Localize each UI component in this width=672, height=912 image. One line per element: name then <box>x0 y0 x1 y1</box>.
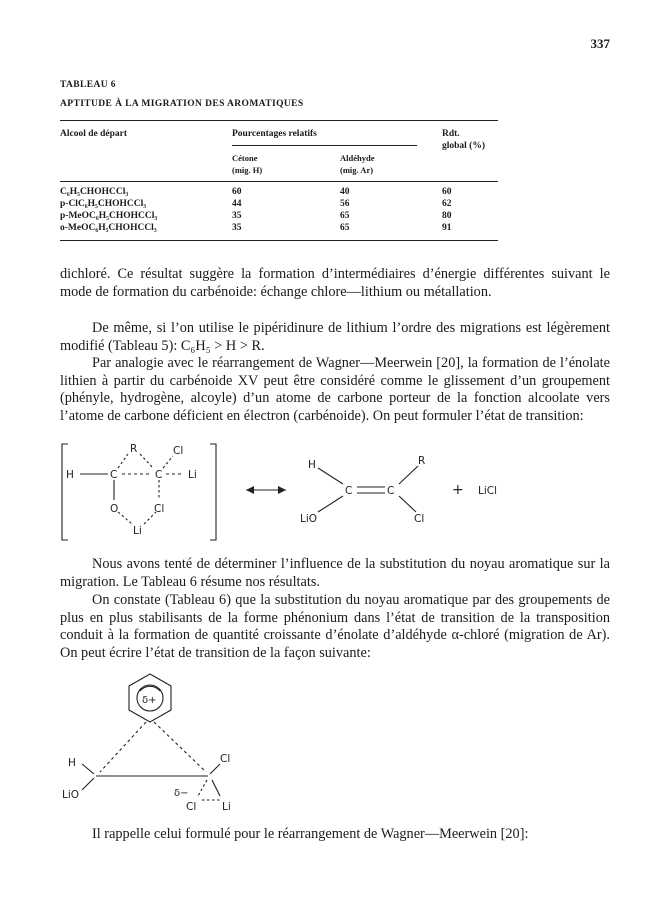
cell-rdt: 80 <box>442 211 452 221</box>
ts-label-cl-bottom: Cl <box>154 503 165 515</box>
bond-o-li <box>118 512 132 524</box>
bond-c-li-down <box>212 780 220 796</box>
cell-rdt: 60 <box>442 187 452 197</box>
page-number: 337 <box>590 36 610 51</box>
header-aldehyde <box>340 152 374 176</box>
bridge-left <box>100 722 146 772</box>
header-cetone-label: Cétone <box>232 153 258 163</box>
header-aldehyde-label: Aldéhyde <box>340 153 375 163</box>
bridge-right <box>154 722 206 772</box>
table-bottom-rule <box>60 240 498 241</box>
label-h: H <box>68 757 76 769</box>
header-aldehyde-mig: (mig. Ar) <box>340 165 374 175</box>
arrow-head-right <box>278 486 286 494</box>
paragraph-continuation: dichloré. Ce résultat suggère la formation d’intermédiaires d’énergie différentes suivant le mode de formation du carbénoide: échange chlore—lithium ou métallation. <box>60 266 610 300</box>
cell-aldehyde: 65 <box>340 223 350 233</box>
paragraph-substitution: Nous avons tenté de déterminer l’influence de la substitution du noyau aromatique sur la migration. Le Tableau 6 résume nos résultats. <box>60 556 610 590</box>
label-delta-minus: δ− <box>174 788 189 799</box>
header-rdt <box>442 128 485 152</box>
cell-alcool: C₆H₅CHOHCCl₃ <box>60 187 129 197</box>
prod-bond-c-cl <box>399 496 416 512</box>
transition-state-scheme <box>60 438 560 548</box>
cell-cetone: 35 <box>232 223 242 233</box>
label-delta-plus: δ+ <box>142 695 157 706</box>
header-cetone-mig: (mig. H) <box>232 165 263 175</box>
paragraph-constate: On constate (Tableau 6) que la substitution du noyau aromatique par des groupements de plus en plus stabilisants de la forme phénonium dans l’état de transition de la transposition conduit à la formation de quantité croissante d’énolate d’aldéhyde α-chloré (migration de Ar). On peut écrire l’état de transition de la façon suivante: <box>60 592 610 661</box>
cell-cetone: 44 <box>232 199 242 209</box>
header-alcool: Alcool de départ <box>60 129 128 139</box>
paragraph-analogie: Par analogie avec le réarrangement de Wagner—Meerwein [20], la formation de l’énolate lithien à partir du carbénoide XV peut être considéré comme le glissement d’un groupement (phényle, hydrogène, alcoyle) d’un atome de carbone porteur de la fonction alcoolate vers l’atome de carbone déficient en électron (carbénoide). On peut formuler l’état de transition: <box>60 355 610 424</box>
cell-aldehyde: 56 <box>340 199 350 209</box>
left-bracket <box>62 444 68 540</box>
ts-label-c1: C <box>110 469 118 481</box>
cell-aldehyde: 65 <box>340 211 350 221</box>
prod-label-lio: LiO <box>300 513 318 525</box>
bond-r-c1 <box>118 454 128 468</box>
paragraph-wagner: Il rappelle celui formulé pour le réarrangement de Wagner—Meerwein [20]: <box>92 826 529 842</box>
header-cetone <box>232 152 262 176</box>
bond-c-cl-down <box>198 780 207 796</box>
plus-sign: + <box>452 482 464 498</box>
prod-bond-c-r <box>399 466 418 484</box>
bond-lio-c <box>82 778 94 790</box>
prod-label-r: R <box>418 455 426 467</box>
header-subrule <box>232 145 417 146</box>
bond-c-cl <box>163 456 173 468</box>
table-label: TABLEAU 6 <box>60 80 116 90</box>
cell-cetone: 60 <box>232 187 242 197</box>
prod-label-h: H <box>308 459 316 471</box>
bond-h-c <box>82 764 94 774</box>
ts-label-o: O <box>110 503 119 515</box>
licl-label: LiCl <box>478 485 498 497</box>
prod-label-cl: Cl <box>414 513 425 525</box>
prod-bond-h-c <box>318 468 343 484</box>
ts-label-li: Li <box>188 469 197 481</box>
label-cl-right: Cl <box>220 753 231 765</box>
cell-alcool: p-MeOC₆H₅CHOHCCl₃ <box>60 211 158 221</box>
bond-c-cl <box>210 764 220 774</box>
ts-label-c2: C <box>155 469 163 481</box>
label-cl-bottom: Cl <box>186 801 197 813</box>
cell-alcool: o-MeOC₆H₅CHOHCCl₃ <box>60 223 157 233</box>
cell-alcool: p-ClC₆H₅CHOHCCl₃ <box>60 199 147 209</box>
cell-rdt: 91 <box>442 223 452 233</box>
ts-label-li-bottom: Li <box>133 525 142 537</box>
table-header-rule <box>60 181 498 182</box>
prod-label-c1: C <box>345 485 353 497</box>
prod-label-c2: C <box>387 485 395 497</box>
cell-aldehyde: 40 <box>340 187 350 197</box>
right-bracket <box>210 444 216 540</box>
ts-label-h: H <box>66 469 74 481</box>
prod-bond-lio-c <box>318 496 343 512</box>
label-lio: LiO <box>62 789 80 801</box>
ts-label-cl-top: Cl <box>173 445 184 457</box>
header-rdt-line2: global (%) <box>442 141 486 151</box>
table-title: APTITUDE À LA MIGRATION DES AROMATIQUES <box>60 99 304 109</box>
table-top-rule <box>60 120 498 121</box>
header-pourcentages: Pourcentages relatifs <box>232 129 317 139</box>
bond-r-c2 <box>140 454 153 468</box>
phenonium-scheme <box>60 668 280 818</box>
header-rdt-line1: Rdt. <box>442 129 460 139</box>
cell-rdt: 62 <box>442 199 452 209</box>
cell-cetone: 35 <box>232 211 242 221</box>
label-li: Li <box>222 801 231 813</box>
arrow-head-left <box>246 486 254 494</box>
ts-label-r: R <box>130 443 138 455</box>
paragraph-piperidinure: De même, si l’on utilise le pipéridinure de lithium l’ordre des migrations est légèrement modifié (Tableau 5): C₆H₅ > H > R. <box>60 320 610 354</box>
